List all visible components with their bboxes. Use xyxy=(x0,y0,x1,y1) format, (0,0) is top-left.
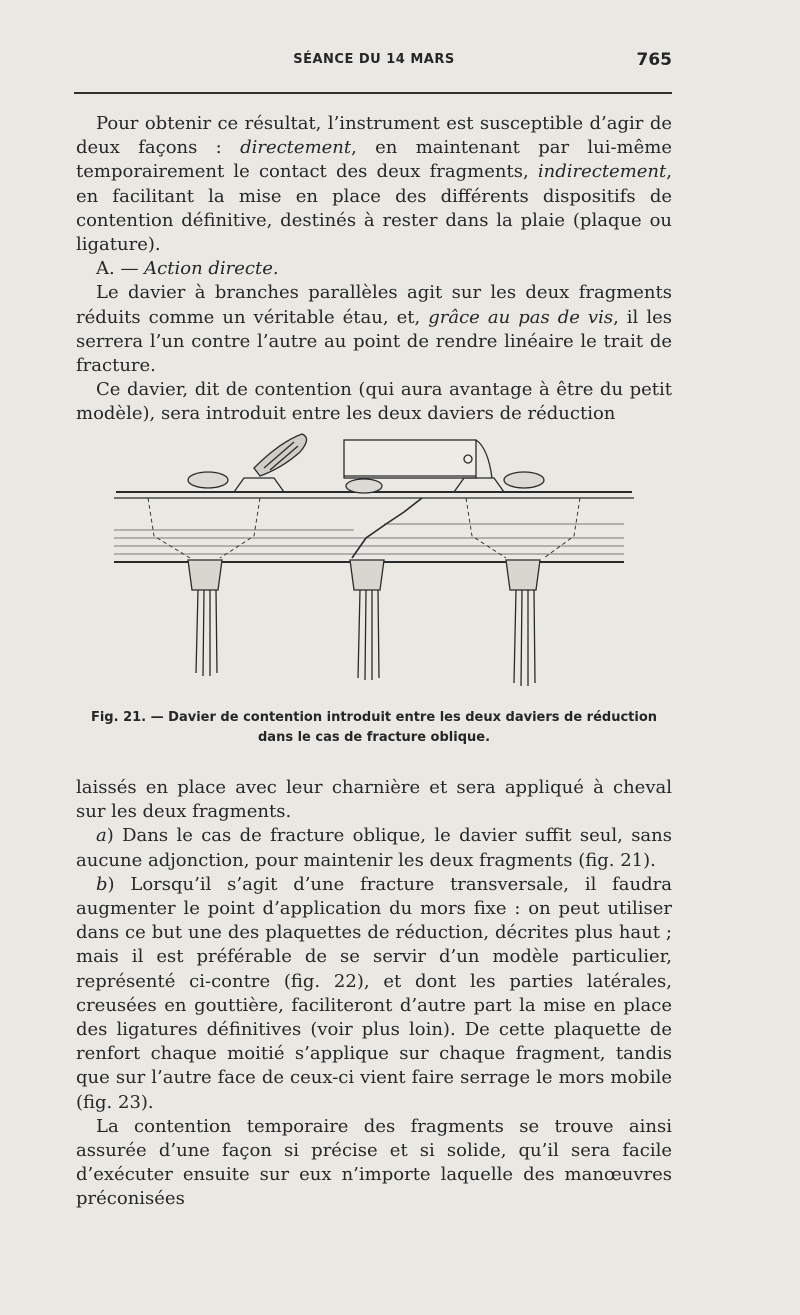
text-block-top xyxy=(76,112,672,427)
paragraph-6: b) Lorsqu’il s’agit d’une fracture transversale, il faudra augmenter le point d’application du mors fixe : on peut utiliser dans ce but une des plaquettes de réduction, décrites plus haut ; mais il est préférable de se servir d’un modèle particulier, représenté ci-contre (fig. 22), et dont les parties latérales, creusées en gouttière, faciliteront d’autre part la mise en place des ligatures définitives (voir plus loin). De cette plaquette de renfort chaque moitié s’applique sur chaque fragment, tandis que sur l’autre face de ceux-ci vient faire serrage le mors mobile (fig. 23). xyxy=(76,873,672,1113)
paragraph-1: Pour obtenir ce résultat, l’instrument est susceptible d’agir de deux façons : directement, en maintenant par lui-même temporairement le contact des deux fragments, indirectement, en facilitant la mise en place des différents dispositifs de contention définitive, destinés à rester dans la plaie (plaque ou ligature). xyxy=(76,113,673,256)
emphasis-indirectement: indirectement xyxy=(537,161,667,183)
paragraph-3: Ce davier, dit de contention (qui aura avantage à être du petit modèle), sera introduit entre les deux daviers de réduction xyxy=(76,379,672,425)
figure-label: Fig. 21. xyxy=(90,710,147,725)
caption-line-1: — Davier de contention introduit entre les deux daviers de réduction xyxy=(150,710,658,725)
caption-line-2: dans le cas de fracture oblique. xyxy=(257,730,491,745)
emphasis-pas-de-vis: grâce au pas de vis xyxy=(428,306,614,328)
paragraph-4: laissés en place avec leur charnière et sera appliqué à cheval sur les deux fragments. xyxy=(76,777,672,823)
figure-caption xyxy=(76,708,672,748)
text-block-bottom xyxy=(76,776,672,1212)
page-header xyxy=(76,52,672,72)
page-number: 765 xyxy=(636,50,672,70)
forceps-illustration xyxy=(104,428,644,696)
paragraph-7: La contention temporaire des fragments se trouve ainsi assurée d’une façon si précise et si solide, qu’il sera facile d’exécuter ensuite sur eux n’importe laquelle des manœuvres préconisées xyxy=(76,1115,672,1210)
section-heading: A. — Action directe. xyxy=(96,258,279,280)
header-rule xyxy=(74,92,672,94)
paragraph-5: a) Dans le cas de fracture oblique, le davier suffit seul, sans aucune adjonction, pour maintenir les deux fragments (fig. 21). xyxy=(76,825,672,871)
emphasis-directement: directement xyxy=(240,137,352,159)
paragraph-2: Le davier à branches parallèles agit sur les deux fragments réduits comme un véritable étau, et, grâce au pas de vis, il les serrera l’un contre l’autre au point de rendre linéaire le trait de fracture. xyxy=(76,282,672,377)
running-title: SÉANCE DU 14 MARS xyxy=(293,52,455,67)
